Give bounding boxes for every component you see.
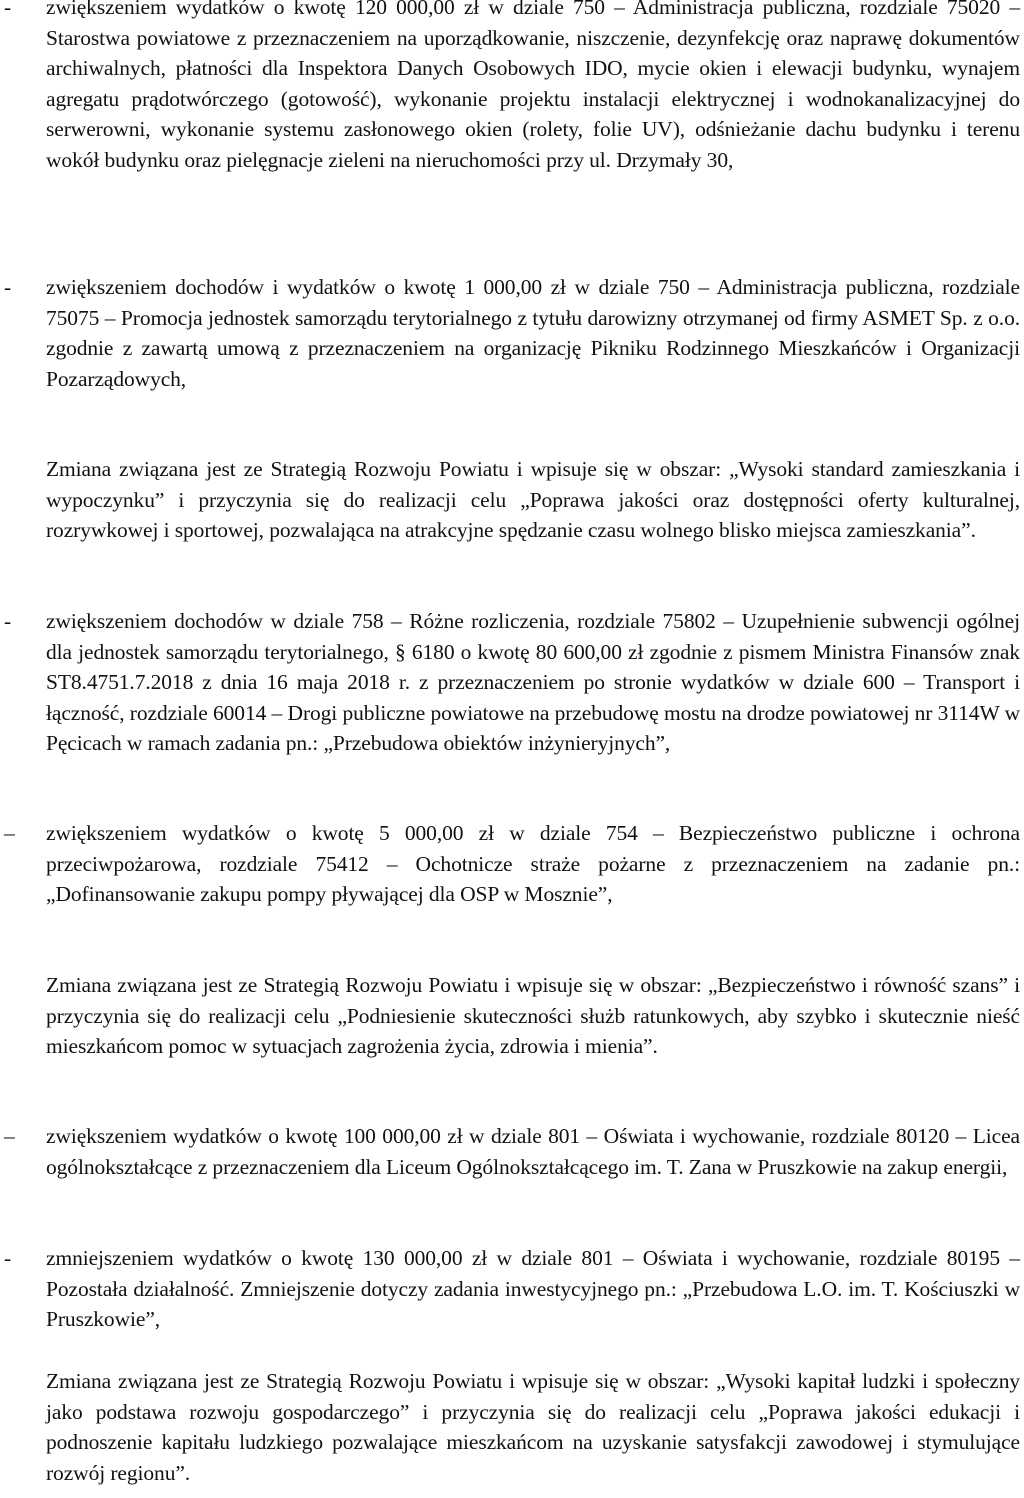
- list-dash-marker: -: [4, 609, 12, 633]
- list-item-subsidy-75802: [4, 606, 1020, 759]
- list-dash-marker: –: [4, 1124, 15, 1148]
- list-dash-marker: -: [4, 0, 12, 19]
- list-item-text: zwiększeniem wydatków o kwotę 100 000,00 zł w dziale 801 – Oświata i wychowanie, rozdziale 80120 – Licea ogólnokształcące z przeznaczeniem dla Liceum Ogólnokształcącego im. T. Zana w Pruszkowie na zakup energii,: [46, 1124, 1020, 1179]
- list-item-education-80195: [4, 1243, 1020, 1335]
- list-dash-marker: –: [4, 821, 15, 845]
- list-dash-marker: -: [4, 275, 12, 299]
- strategy-note-housing: [4, 454, 1020, 546]
- strategy-note-text: Zmiana związana jest ze Strategią Rozwoju Powiatu i wpisuje się w obszar: „Wysoki kapitał ludzki i społeczny jako podstawa rozwoju gospodarczego” i przyczynia się do realizacji celu „Poprawa jakości edukacji i podnoszenie kapitału ludzkiego pozwalające mieszkańcom na uzyskanie satysfakcji zawodowej i stymulujące rozwój regionu”.: [46, 1369, 1020, 1485]
- list-item-text: zwiększeniem wydatków o kwotę 5 000,00 zł w dziale 754 – Bezpieczeństwo publiczne i ochrona przeciwpożarowa, rozdziale 75412 – Ochotnicze straże pożarne z przeznaczeniem na zadanie pn.: „Dofinansowanie zakupu pompy pływającej dla OSP w Mosznie”,: [46, 821, 1020, 907]
- strategy-note-safety: [4, 970, 1020, 1062]
- list-item-text: zmniejszeniem wydatków o kwotę 130 000,00 zł w dziale 801 – Oświata i wychowanie, rozdziale 80195 – Pozostała działalność. Zmniejszenie dotyczy zadania inwestycyjnego pn.: „Przebudowa L.O. im. T. Kościuszki w Pruszkowie”,: [46, 1246, 1020, 1332]
- strategy-note-text: Zmiana związana jest ze Strategią Rozwoju Powiatu i wpisuje się w obszar: „Bezpieczeństwo i równość szans” i przyczynia się do realizacji celu „Podniesienie skuteczności służb ratunkowych, aby szybko i skutecznie nieść mieszkańcom pomoc w sytuacjach zagrożenia życia, zdrowia i mienia”.: [46, 973, 1020, 1059]
- list-dash-marker: -: [4, 1246, 12, 1270]
- strategy-note-human-capital: [4, 1366, 1020, 1488]
- list-item-fire-brigade-75412: [4, 818, 1020, 910]
- strategy-note-text: Zmiana związana jest ze Strategią Rozwoju Powiatu i wpisuje się w obszar: „Wysoki standard zamieszkania i wypoczynku” i przyczynia się do realizacji celu „Poprawa jakości oraz dostępności oferty kulturalnej, rozrywkowej i sportowej, pozwalająca na atrakcyjne spędzanie czasu wolnego blisko miejsca zamieszkania”.: [46, 457, 1020, 543]
- list-item-text: zwiększeniem dochodów i wydatków o kwotę 1 000,00 zł w dziale 750 – Administracja publiczna, rozdziale 75075 – Promocja jednostek samorządu terytorialnego z tytułu darowizny otrzymanej od firmy ASMET Sp. z o.o. zgodnie z zawartą umową z przeznaczeniem na organizację Pikniku Rodzinnego Mieszkańców i Organizacji Pozarządowych,: [46, 275, 1020, 391]
- list-item-administration-75020: [4, 0, 1020, 176]
- list-item-text: zwiększeniem dochodów w dziale 758 – Różne rozliczenia, rozdziale 75802 – Uzupełnienie subwencji ogólnej dla jednostek samorządu terytorialnego, § 6180 o kwotę 80 600,00 zł zgodnie z pismem Ministra Finansów znak ST8.4751.7.2018 z dnia 16 maja 2018 r. z przeznaczeniem po stronie wydatków w dziale 600 – Transport i łączność, rozdziale 60014 – Drogi publiczne powiatowe na przebudowę mostu na drodze powiatowej nr 3114W w Pęcicach w ramach zadania pn.: „Przebudowa obiektów inżynieryjnych”,: [46, 609, 1020, 756]
- list-item-education-80120: [4, 1121, 1020, 1182]
- list-item-text: zwiększeniem wydatków o kwotę 120 000,00 zł w dziale 750 – Administracja publiczna, rozdziale 75020 – Starostwa powiatowe z przeznaczeniem na uporządkowanie, niszczenie, dezynfekcję oraz naprawę dokumentów archiwalnych, płatności dla Inspektora Danych Osobowych IDO, mycie okien i elewacji budynku, wynajem agregatu prądotwórczego (gotowość), wykonanie projektu instalacji elektrycznej i wodnokanalizacyjnej do serwerowni, wykonanie systemu zasłonowego okien (rolety, folie UV), odśnieżanie dachu budynku i terenu wokół budynku oraz pielęgnacje zieleni na nieruchomości przy ul. Drzymały 30,: [46, 0, 1020, 172]
- list-item-administration-75075: [4, 272, 1020, 394]
